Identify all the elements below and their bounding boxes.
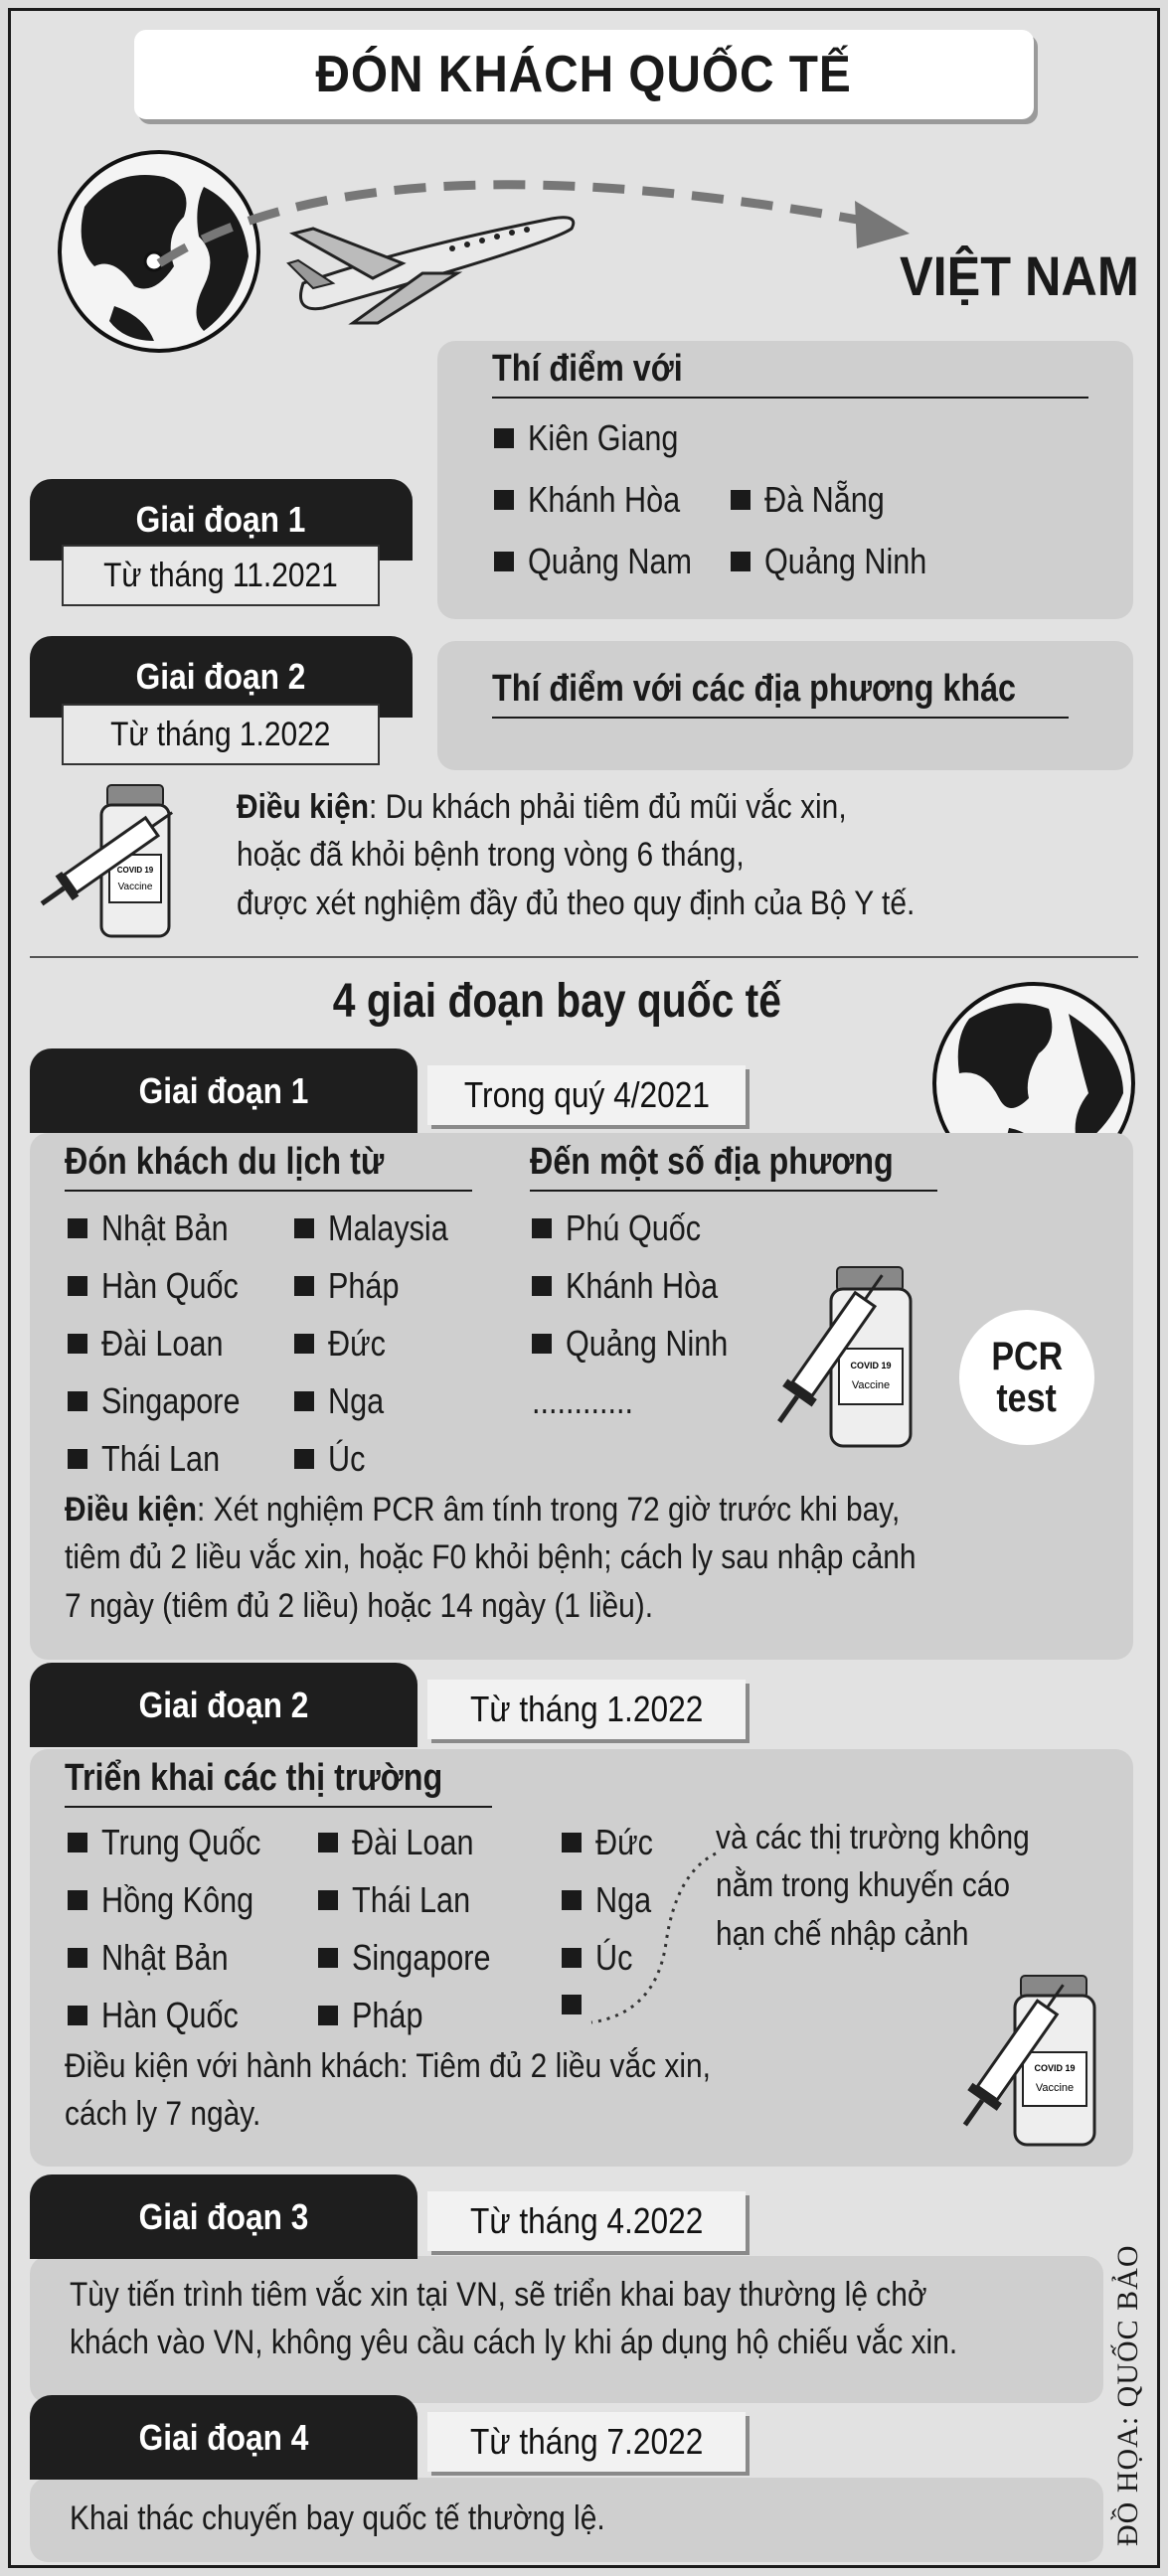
stage-1-to-heading: Đến một số địa phương <box>530 1141 937 1192</box>
vaccine-label-line1: COVID 19 <box>116 866 154 875</box>
condition-label: Điều kiện <box>237 788 370 826</box>
list-item: Nga <box>562 1879 661 1921</box>
stage-4-date: Từ tháng 7.2022 <box>427 2412 746 2472</box>
list-item: Đức <box>562 1822 663 1863</box>
list-item: Đức <box>294 1323 396 1365</box>
stage-1-from-heading: Đón khách du lịch từ <box>65 1141 472 1192</box>
graphic-credit: ĐỒ HỌA: QUỐC BẢO <box>1111 2244 1144 2546</box>
list-item: Hồng Kông <box>68 1879 280 1921</box>
vaccine-syringe-icon <box>939 1968 1118 2157</box>
list-item: Đài Loan <box>68 1323 245 1365</box>
list-item: Pháp <box>318 1995 435 2036</box>
list-item: Singapore <box>68 1380 264 1422</box>
list-item: Singapore <box>318 1937 515 1979</box>
stage-3-tab: Giai đoạn 3 <box>30 2174 417 2259</box>
phase-1-tab: Giai đoạn 1 <box>30 479 413 561</box>
vaccine-label-line1: COVID 19 <box>850 1361 892 1370</box>
vaccine-syringe-icon <box>755 1257 934 1456</box>
list-item: Nhật Bản <box>68 1208 250 1249</box>
vaccine-label-line2: Vaccine <box>851 1379 891 1391</box>
list-item: Hàn Quốc <box>68 1265 262 1307</box>
list-item: Nga <box>294 1380 394 1422</box>
section-divider <box>30 956 1138 958</box>
stage-2-tab: Giai đoạn 2 <box>30 1663 417 1747</box>
vaccine-label-line1: COVID 19 <box>1034 2063 1076 2073</box>
stage-4-text: Khai thác chuyến bay quốc tế thường lệ. <box>70 2499 605 2537</box>
stage-1-tab: Giai đoạn 1 <box>30 1048 417 1133</box>
page-title: ĐÓN KHÁCH QUỐC TẾ <box>134 30 1034 119</box>
list-item: Phú Quốc <box>532 1208 725 1249</box>
vaccine-syringe-icon <box>40 775 199 944</box>
stage-4-tab: Giai đoạn 4 <box>30 2395 417 2480</box>
list-item: Malaysia <box>294 1208 469 1249</box>
list-item: Khánh Hòa <box>494 479 707 521</box>
section-title: 4 giai đoạn bay quốc tế <box>332 975 781 1028</box>
stage-3-text: Tùy tiến trình tiêm vắc xin tại VN, sẽ triển khai bay thường lệ chở khách vào VN, không yêu cầu cách ly khi áp dụng hộ chiếu vắc xin. <box>70 2276 958 2362</box>
condition-label: Điều kiện <box>65 1491 198 1529</box>
list-item: Thái Lan <box>318 1879 491 1921</box>
pilot-heading: Thí điểm với <box>492 348 1088 399</box>
list-item: Khánh Hòa <box>532 1265 745 1307</box>
list-item: Úc <box>562 1937 639 1979</box>
list-item-more: ............ <box>532 1380 634 1421</box>
pilot-other-heading: Thí điểm với các địa phương khác <box>492 668 1069 719</box>
vaccine-label-line2: Vaccine <box>117 882 153 892</box>
airplane-icon <box>283 189 582 328</box>
vaccine-label-line2: Vaccine <box>1035 2082 1075 2094</box>
list-item: Hàn Quốc <box>68 1995 262 2036</box>
list-item: Pháp <box>294 1265 412 1307</box>
dotted-connector <box>586 1844 726 2042</box>
list-item: Thái Lan <box>68 1438 241 1480</box>
pcr-test-badge: PCR test <box>959 1310 1094 1445</box>
stage-3-date: Từ tháng 4.2022 <box>427 2191 746 2251</box>
phase-2-tab: Giai đoạn 2 <box>30 636 413 718</box>
list-item: Quảng Ninh <box>731 541 955 582</box>
phase-2-date: Từ tháng 1.2022 <box>62 704 380 765</box>
stage-1-date: Trong quý 4/2021 <box>427 1065 746 1125</box>
list-item: Kiên Giang <box>494 417 705 459</box>
phase-1-date: Từ tháng 11.2021 <box>62 545 380 606</box>
stage-2-condition: Điều kiện với hành khách: Tiêm đủ 2 liều vắc xin, cách ly 7 ngày. <box>65 2047 711 2134</box>
top-condition: Điều kiện: Du khách phải tiêm đủ mũi vắc xin, hoặc đã khỏi bệnh trong vòng 6 tháng, được xét nghiệm đầy đủ theo quy định của Bộ Y tế. <box>237 788 916 922</box>
list-item: Trung Quốc <box>68 1822 289 1863</box>
stage-2-heading: Triển khai các thị trường <box>65 1757 492 1808</box>
list-item: Quảng Ninh <box>532 1323 756 1365</box>
stage-1-condition: Điều kiện: Xét nghiệm PCR âm tính trong 72 giờ trước khi bay, tiêm đủ 2 liều vắc xin, hoặc F0 khỏi bệnh; cách ly sau nhập cảnh 7 ngày (tiêm đủ 2 liều) hoặc 14 ngày (1 liều). <box>65 1491 917 1625</box>
list-item: Nhật Bản <box>68 1937 250 1979</box>
stage-2-note: và các thị trường không nằm trong khuyến cáo hạn chế nhập cảnh <box>716 1819 1030 1953</box>
destination-label: VIỆT NAM <box>900 244 1139 307</box>
list-item: Đài Loan <box>318 1822 495 1863</box>
list-item: Đà Nẵng <box>731 479 906 521</box>
stage-2-date: Từ tháng 1.2022 <box>427 1680 746 1739</box>
list-item: Quảng Nam <box>494 541 721 582</box>
list-item: Úc <box>294 1438 372 1480</box>
